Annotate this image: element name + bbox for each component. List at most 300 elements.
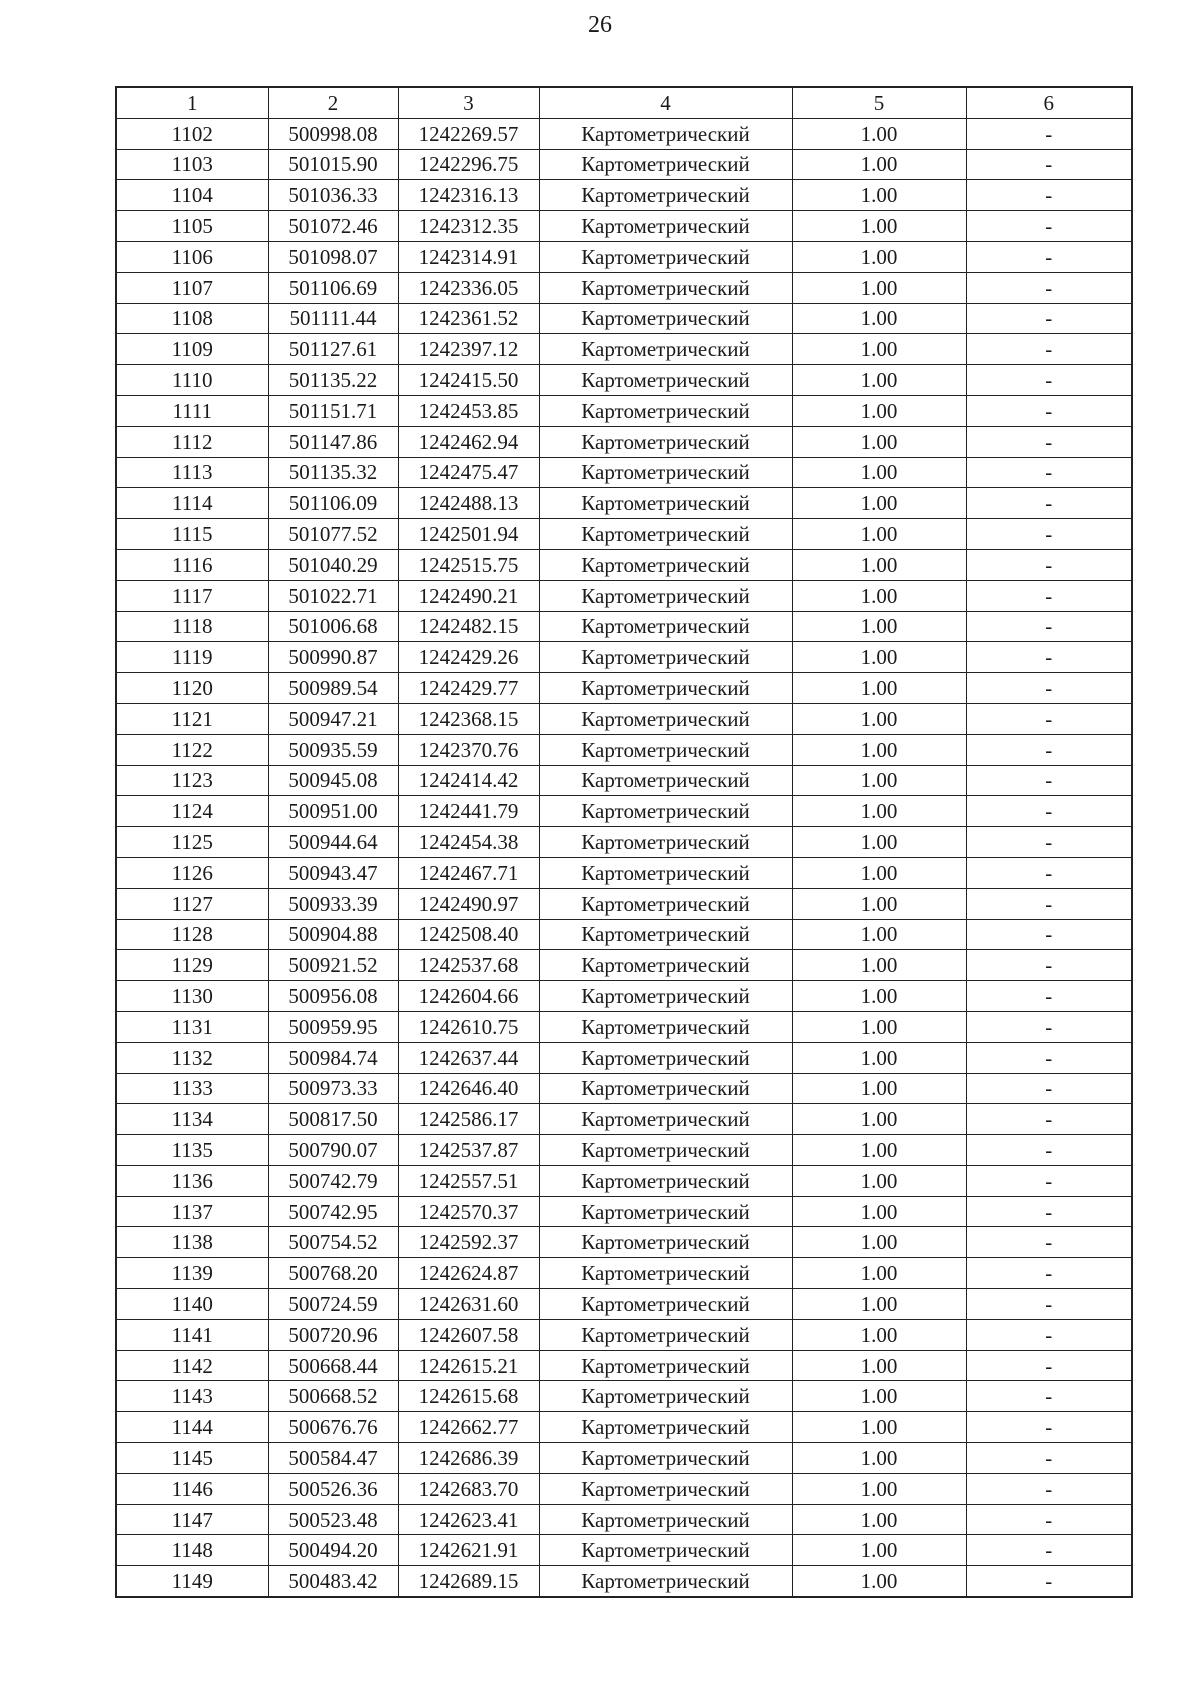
y-coordinate-cell: 1242453.85 xyxy=(398,395,539,426)
y-coordinate-cell: 1242615.21 xyxy=(398,1350,539,1381)
y-coordinate-cell: 1242689.15 xyxy=(398,1566,539,1597)
column-header: 4 xyxy=(539,87,792,118)
method-cell: Картометрический xyxy=(539,488,792,519)
x-coordinate-cell: 500998.08 xyxy=(268,118,398,149)
accuracy-cell: 1.00 xyxy=(792,365,966,396)
x-coordinate-cell: 500790.07 xyxy=(268,1135,398,1166)
point-number-cell: 1141 xyxy=(116,1319,268,1350)
y-coordinate-cell: 1242429.77 xyxy=(398,673,539,704)
accuracy-cell: 1.00 xyxy=(792,241,966,272)
y-coordinate-cell: 1242475.47 xyxy=(398,457,539,488)
method-cell: Картометрический xyxy=(539,1135,792,1166)
method-cell: Картометрический xyxy=(539,888,792,919)
x-coordinate-cell: 500944.64 xyxy=(268,827,398,858)
note-cell: - xyxy=(966,1258,1132,1289)
table-row xyxy=(116,1412,1132,1443)
y-coordinate-cell: 1242607.58 xyxy=(398,1319,539,1350)
table-row xyxy=(116,272,1132,303)
x-coordinate-cell: 500724.59 xyxy=(268,1289,398,1320)
x-coordinate-cell: 500956.08 xyxy=(268,981,398,1012)
table-row xyxy=(116,1258,1132,1289)
y-coordinate-cell: 1242314.91 xyxy=(398,241,539,272)
point-number-cell: 1125 xyxy=(116,827,268,858)
table-row xyxy=(116,888,1132,919)
method-cell: Картометрический xyxy=(539,1258,792,1289)
accuracy-cell: 1.00 xyxy=(792,1135,966,1166)
point-number-cell: 1140 xyxy=(116,1289,268,1320)
table-row xyxy=(116,1073,1132,1104)
y-coordinate-cell: 1242490.97 xyxy=(398,888,539,919)
method-cell: Картометрический xyxy=(539,1412,792,1443)
table-row xyxy=(116,1381,1132,1412)
accuracy-cell: 1.00 xyxy=(792,827,966,858)
table-row xyxy=(116,1443,1132,1474)
accuracy-cell: 1.00 xyxy=(792,1011,966,1042)
note-cell: - xyxy=(966,1504,1132,1535)
x-coordinate-cell: 500921.52 xyxy=(268,950,398,981)
method-cell: Картометрический xyxy=(539,611,792,642)
x-coordinate-cell: 501036.33 xyxy=(268,180,398,211)
x-coordinate-cell: 500742.79 xyxy=(268,1165,398,1196)
table-row xyxy=(116,1566,1132,1597)
point-number-cell: 1122 xyxy=(116,734,268,765)
accuracy-cell: 1.00 xyxy=(792,303,966,334)
table-row xyxy=(116,642,1132,673)
y-coordinate-cell: 1242686.39 xyxy=(398,1443,539,1474)
point-number-cell: 1148 xyxy=(116,1535,268,1566)
x-coordinate-cell: 501098.07 xyxy=(268,241,398,272)
accuracy-cell: 1.00 xyxy=(792,611,966,642)
table-row xyxy=(116,796,1132,827)
x-coordinate-cell: 501040.29 xyxy=(268,549,398,580)
y-coordinate-cell: 1242454.38 xyxy=(398,827,539,858)
table-row xyxy=(116,334,1132,365)
column-header: 6 xyxy=(966,87,1132,118)
note-cell: - xyxy=(966,857,1132,888)
table-row xyxy=(116,1473,1132,1504)
point-number-cell: 1137 xyxy=(116,1196,268,1227)
accuracy-cell: 1.00 xyxy=(792,796,966,827)
table-row xyxy=(116,1319,1132,1350)
method-cell: Картометрический xyxy=(539,457,792,488)
point-number-cell: 1142 xyxy=(116,1350,268,1381)
method-cell: Картометрический xyxy=(539,303,792,334)
point-number-cell: 1112 xyxy=(116,426,268,457)
method-cell: Картометрический xyxy=(539,919,792,950)
method-cell: Картометрический xyxy=(539,642,792,673)
note-cell: - xyxy=(966,1289,1132,1320)
method-cell: Картометрический xyxy=(539,1443,792,1474)
x-coordinate-cell: 500676.76 xyxy=(268,1412,398,1443)
note-cell: - xyxy=(966,1196,1132,1227)
accuracy-cell: 1.00 xyxy=(792,1381,966,1412)
accuracy-cell: 1.00 xyxy=(792,1042,966,1073)
note-cell: - xyxy=(966,180,1132,211)
note-cell: - xyxy=(966,1443,1132,1474)
x-coordinate-cell: 500951.00 xyxy=(268,796,398,827)
point-number-cell: 1115 xyxy=(116,519,268,550)
accuracy-cell: 1.00 xyxy=(792,519,966,550)
method-cell: Картометрический xyxy=(539,1350,792,1381)
note-cell: - xyxy=(966,1412,1132,1443)
table-row xyxy=(116,457,1132,488)
method-cell: Картометрический xyxy=(539,549,792,580)
table-row xyxy=(116,765,1132,796)
note-cell: - xyxy=(966,334,1132,365)
method-cell: Картометрический xyxy=(539,703,792,734)
column-header: 1 xyxy=(116,87,268,118)
note-cell: - xyxy=(966,765,1132,796)
point-number-cell: 1126 xyxy=(116,857,268,888)
method-cell: Картометрический xyxy=(539,118,792,149)
point-number-cell: 1130 xyxy=(116,981,268,1012)
method-cell: Картометрический xyxy=(539,1535,792,1566)
accuracy-cell: 1.00 xyxy=(792,703,966,734)
method-cell: Картометрический xyxy=(539,796,792,827)
note-cell: - xyxy=(966,1535,1132,1566)
note-cell: - xyxy=(966,211,1132,242)
table-row xyxy=(116,919,1132,950)
accuracy-cell: 1.00 xyxy=(792,765,966,796)
table-row xyxy=(116,519,1132,550)
column-header: 2 xyxy=(268,87,398,118)
y-coordinate-cell: 1242623.41 xyxy=(398,1504,539,1535)
table-body xyxy=(116,118,1132,1597)
method-cell: Картометрический xyxy=(539,734,792,765)
method-cell: Картометрический xyxy=(539,1473,792,1504)
table-row xyxy=(116,395,1132,426)
point-number-cell: 1135 xyxy=(116,1135,268,1166)
accuracy-cell: 1.00 xyxy=(792,981,966,1012)
point-number-cell: 1108 xyxy=(116,303,268,334)
accuracy-cell: 1.00 xyxy=(792,1258,966,1289)
accuracy-cell: 1.00 xyxy=(792,1443,966,1474)
note-cell: - xyxy=(966,549,1132,580)
x-coordinate-cell: 500668.52 xyxy=(268,1381,398,1412)
accuracy-cell: 1.00 xyxy=(792,1504,966,1535)
table-row xyxy=(116,149,1132,180)
method-cell: Картометрический xyxy=(539,857,792,888)
table-row xyxy=(116,1535,1132,1566)
point-number-cell: 1119 xyxy=(116,642,268,673)
accuracy-cell: 1.00 xyxy=(792,734,966,765)
x-coordinate-cell: 501135.32 xyxy=(268,457,398,488)
method-cell: Картометрический xyxy=(539,1566,792,1597)
note-cell: - xyxy=(966,118,1132,149)
point-number-cell: 1104 xyxy=(116,180,268,211)
x-coordinate-cell: 501015.90 xyxy=(268,149,398,180)
coordinates-table xyxy=(115,86,1133,1598)
x-coordinate-cell: 501072.46 xyxy=(268,211,398,242)
y-coordinate-cell: 1242537.87 xyxy=(398,1135,539,1166)
x-coordinate-cell: 500945.08 xyxy=(268,765,398,796)
table-row xyxy=(116,1350,1132,1381)
header-row xyxy=(116,87,1132,118)
table-row xyxy=(116,1165,1132,1196)
accuracy-cell: 1.00 xyxy=(792,180,966,211)
y-coordinate-cell: 1242370.76 xyxy=(398,734,539,765)
x-coordinate-cell: 500483.42 xyxy=(268,1566,398,1597)
y-coordinate-cell: 1242312.35 xyxy=(398,211,539,242)
x-coordinate-cell: 500523.48 xyxy=(268,1504,398,1535)
y-coordinate-cell: 1242615.68 xyxy=(398,1381,539,1412)
table-row xyxy=(116,549,1132,580)
note-cell: - xyxy=(966,272,1132,303)
table-row xyxy=(116,827,1132,858)
accuracy-cell: 1.00 xyxy=(792,1566,966,1597)
y-coordinate-cell: 1242482.15 xyxy=(398,611,539,642)
x-coordinate-cell: 500943.47 xyxy=(268,857,398,888)
method-cell: Картометрический xyxy=(539,950,792,981)
method-cell: Картометрический xyxy=(539,1381,792,1412)
accuracy-cell: 1.00 xyxy=(792,549,966,580)
y-coordinate-cell: 1242683.70 xyxy=(398,1473,539,1504)
x-coordinate-cell: 500973.33 xyxy=(268,1073,398,1104)
x-coordinate-cell: 501135.22 xyxy=(268,365,398,396)
point-number-cell: 1124 xyxy=(116,796,268,827)
note-cell: - xyxy=(966,395,1132,426)
table-row xyxy=(116,1289,1132,1320)
accuracy-cell: 1.00 xyxy=(792,1196,966,1227)
x-coordinate-cell: 501077.52 xyxy=(268,519,398,550)
table-row xyxy=(116,426,1132,457)
point-number-cell: 1144 xyxy=(116,1412,268,1443)
accuracy-cell: 1.00 xyxy=(792,334,966,365)
accuracy-cell: 1.00 xyxy=(792,1104,966,1135)
x-coordinate-cell: 500817.50 xyxy=(268,1104,398,1135)
method-cell: Картометрический xyxy=(539,1165,792,1196)
note-cell: - xyxy=(966,827,1132,858)
note-cell: - xyxy=(966,519,1132,550)
table-row xyxy=(116,303,1132,334)
method-cell: Картометрический xyxy=(539,519,792,550)
y-coordinate-cell: 1242462.94 xyxy=(398,426,539,457)
x-coordinate-cell: 500768.20 xyxy=(268,1258,398,1289)
note-cell: - xyxy=(966,1319,1132,1350)
x-coordinate-cell: 500933.39 xyxy=(268,888,398,919)
method-cell: Картометрический xyxy=(539,1011,792,1042)
table-row xyxy=(116,673,1132,704)
x-coordinate-cell: 501147.86 xyxy=(268,426,398,457)
y-coordinate-cell: 1242336.05 xyxy=(398,272,539,303)
point-number-cell: 1147 xyxy=(116,1504,268,1535)
method-cell: Картометрический xyxy=(539,149,792,180)
y-coordinate-cell: 1242557.51 xyxy=(398,1165,539,1196)
y-coordinate-cell: 1242429.26 xyxy=(398,642,539,673)
x-coordinate-cell: 500904.88 xyxy=(268,919,398,950)
table-row xyxy=(116,580,1132,611)
accuracy-cell: 1.00 xyxy=(792,426,966,457)
y-coordinate-cell: 1242624.87 xyxy=(398,1258,539,1289)
column-header: 3 xyxy=(398,87,539,118)
note-cell: - xyxy=(966,426,1132,457)
accuracy-cell: 1.00 xyxy=(792,1165,966,1196)
point-number-cell: 1134 xyxy=(116,1104,268,1135)
y-coordinate-cell: 1242646.40 xyxy=(398,1073,539,1104)
note-cell: - xyxy=(966,981,1132,1012)
note-cell: - xyxy=(966,1073,1132,1104)
note-cell: - xyxy=(966,1042,1132,1073)
note-cell: - xyxy=(966,888,1132,919)
y-coordinate-cell: 1242467.71 xyxy=(398,857,539,888)
y-coordinate-cell: 1242537.68 xyxy=(398,950,539,981)
y-coordinate-cell: 1242508.40 xyxy=(398,919,539,950)
point-number-cell: 1117 xyxy=(116,580,268,611)
y-coordinate-cell: 1242490.21 xyxy=(398,580,539,611)
method-cell: Картометрический xyxy=(539,1073,792,1104)
x-coordinate-cell: 500990.87 xyxy=(268,642,398,673)
point-number-cell: 1111 xyxy=(116,395,268,426)
point-number-cell: 1106 xyxy=(116,241,268,272)
point-number-cell: 1109 xyxy=(116,334,268,365)
method-cell: Картометрический xyxy=(539,1289,792,1320)
y-coordinate-cell: 1242296.75 xyxy=(398,149,539,180)
x-coordinate-cell: 500742.95 xyxy=(268,1196,398,1227)
method-cell: Картометрический xyxy=(539,211,792,242)
y-coordinate-cell: 1242515.75 xyxy=(398,549,539,580)
point-number-cell: 1136 xyxy=(116,1165,268,1196)
table-row xyxy=(116,180,1132,211)
note-cell: - xyxy=(966,1104,1132,1135)
page-number: 26 xyxy=(588,12,612,38)
accuracy-cell: 1.00 xyxy=(792,1412,966,1443)
y-coordinate-cell: 1242604.66 xyxy=(398,981,539,1012)
x-coordinate-cell: 500720.96 xyxy=(268,1319,398,1350)
point-number-cell: 1103 xyxy=(116,149,268,180)
note-cell: - xyxy=(966,1350,1132,1381)
accuracy-cell: 1.00 xyxy=(792,395,966,426)
y-coordinate-cell: 1242631.60 xyxy=(398,1289,539,1320)
note-cell: - xyxy=(966,1135,1132,1166)
accuracy-cell: 1.00 xyxy=(792,1473,966,1504)
table-row xyxy=(116,981,1132,1012)
accuracy-cell: 1.00 xyxy=(792,1350,966,1381)
note-cell: - xyxy=(966,796,1132,827)
x-coordinate-cell: 500959.95 xyxy=(268,1011,398,1042)
y-coordinate-cell: 1242488.13 xyxy=(398,488,539,519)
y-coordinate-cell: 1242610.75 xyxy=(398,1011,539,1042)
note-cell: - xyxy=(966,673,1132,704)
table-row xyxy=(116,734,1132,765)
x-coordinate-cell: 500947.21 xyxy=(268,703,398,734)
note-cell: - xyxy=(966,642,1132,673)
y-coordinate-cell: 1242501.94 xyxy=(398,519,539,550)
accuracy-cell: 1.00 xyxy=(792,580,966,611)
note-cell: - xyxy=(966,950,1132,981)
method-cell: Картометрический xyxy=(539,1227,792,1258)
note-cell: - xyxy=(966,303,1132,334)
y-coordinate-cell: 1242316.13 xyxy=(398,180,539,211)
method-cell: Картометрический xyxy=(539,827,792,858)
accuracy-cell: 1.00 xyxy=(792,149,966,180)
point-number-cell: 1118 xyxy=(116,611,268,642)
x-coordinate-cell: 501111.44 xyxy=(268,303,398,334)
method-cell: Картометрический xyxy=(539,365,792,396)
table-row xyxy=(116,211,1132,242)
y-coordinate-cell: 1242592.37 xyxy=(398,1227,539,1258)
note-cell: - xyxy=(966,1227,1132,1258)
note-cell: - xyxy=(966,457,1132,488)
note-cell: - xyxy=(966,149,1132,180)
x-coordinate-cell: 500494.20 xyxy=(268,1535,398,1566)
table-row xyxy=(116,488,1132,519)
accuracy-cell: 1.00 xyxy=(792,919,966,950)
accuracy-cell: 1.00 xyxy=(792,950,966,981)
point-number-cell: 1113 xyxy=(116,457,268,488)
point-number-cell: 1107 xyxy=(116,272,268,303)
point-number-cell: 1139 xyxy=(116,1258,268,1289)
method-cell: Картометрический xyxy=(539,673,792,704)
method-cell: Картометрический xyxy=(539,580,792,611)
point-number-cell: 1149 xyxy=(116,1566,268,1597)
y-coordinate-cell: 1242586.17 xyxy=(398,1104,539,1135)
accuracy-cell: 1.00 xyxy=(792,857,966,888)
table-row xyxy=(116,1135,1132,1166)
note-cell: - xyxy=(966,241,1132,272)
point-number-cell: 1138 xyxy=(116,1227,268,1258)
accuracy-cell: 1.00 xyxy=(792,673,966,704)
x-coordinate-cell: 500668.44 xyxy=(268,1350,398,1381)
method-cell: Картометрический xyxy=(539,981,792,1012)
y-coordinate-cell: 1242414.42 xyxy=(398,765,539,796)
point-number-cell: 1132 xyxy=(116,1042,268,1073)
accuracy-cell: 1.00 xyxy=(792,457,966,488)
y-coordinate-cell: 1242662.77 xyxy=(398,1412,539,1443)
point-number-cell: 1129 xyxy=(116,950,268,981)
accuracy-cell: 1.00 xyxy=(792,211,966,242)
y-coordinate-cell: 1242361.52 xyxy=(398,303,539,334)
note-cell: - xyxy=(966,1165,1132,1196)
method-cell: Картометрический xyxy=(539,272,792,303)
point-number-cell: 1145 xyxy=(116,1443,268,1474)
point-number-cell: 1123 xyxy=(116,765,268,796)
table-row xyxy=(116,857,1132,888)
point-number-cell: 1102 xyxy=(116,118,268,149)
accuracy-cell: 1.00 xyxy=(792,1535,966,1566)
note-cell: - xyxy=(966,488,1132,519)
x-coordinate-cell: 501006.68 xyxy=(268,611,398,642)
method-cell: Картометрический xyxy=(539,1042,792,1073)
accuracy-cell: 1.00 xyxy=(792,488,966,519)
y-coordinate-cell: 1242269.57 xyxy=(398,118,539,149)
y-coordinate-cell: 1242441.79 xyxy=(398,796,539,827)
table-row xyxy=(116,365,1132,396)
point-number-cell: 1105 xyxy=(116,211,268,242)
point-number-cell: 1120 xyxy=(116,673,268,704)
y-coordinate-cell: 1242570.37 xyxy=(398,1196,539,1227)
point-number-cell: 1121 xyxy=(116,703,268,734)
table-row xyxy=(116,1196,1132,1227)
accuracy-cell: 1.00 xyxy=(792,888,966,919)
point-number-cell: 1114 xyxy=(116,488,268,519)
point-number-cell: 1110 xyxy=(116,365,268,396)
method-cell: Картометрический xyxy=(539,1504,792,1535)
y-coordinate-cell: 1242621.91 xyxy=(398,1535,539,1566)
note-cell: - xyxy=(966,919,1132,950)
table-row xyxy=(116,703,1132,734)
point-number-cell: 1116 xyxy=(116,549,268,580)
x-coordinate-cell: 500935.59 xyxy=(268,734,398,765)
table-row xyxy=(116,1011,1132,1042)
note-cell: - xyxy=(966,1566,1132,1597)
x-coordinate-cell: 500989.54 xyxy=(268,673,398,704)
x-coordinate-cell: 501151.71 xyxy=(268,395,398,426)
note-cell: - xyxy=(966,703,1132,734)
y-coordinate-cell: 1242397.12 xyxy=(398,334,539,365)
x-coordinate-cell: 501106.69 xyxy=(268,272,398,303)
table-row xyxy=(116,1042,1132,1073)
x-coordinate-cell: 500526.36 xyxy=(268,1473,398,1504)
